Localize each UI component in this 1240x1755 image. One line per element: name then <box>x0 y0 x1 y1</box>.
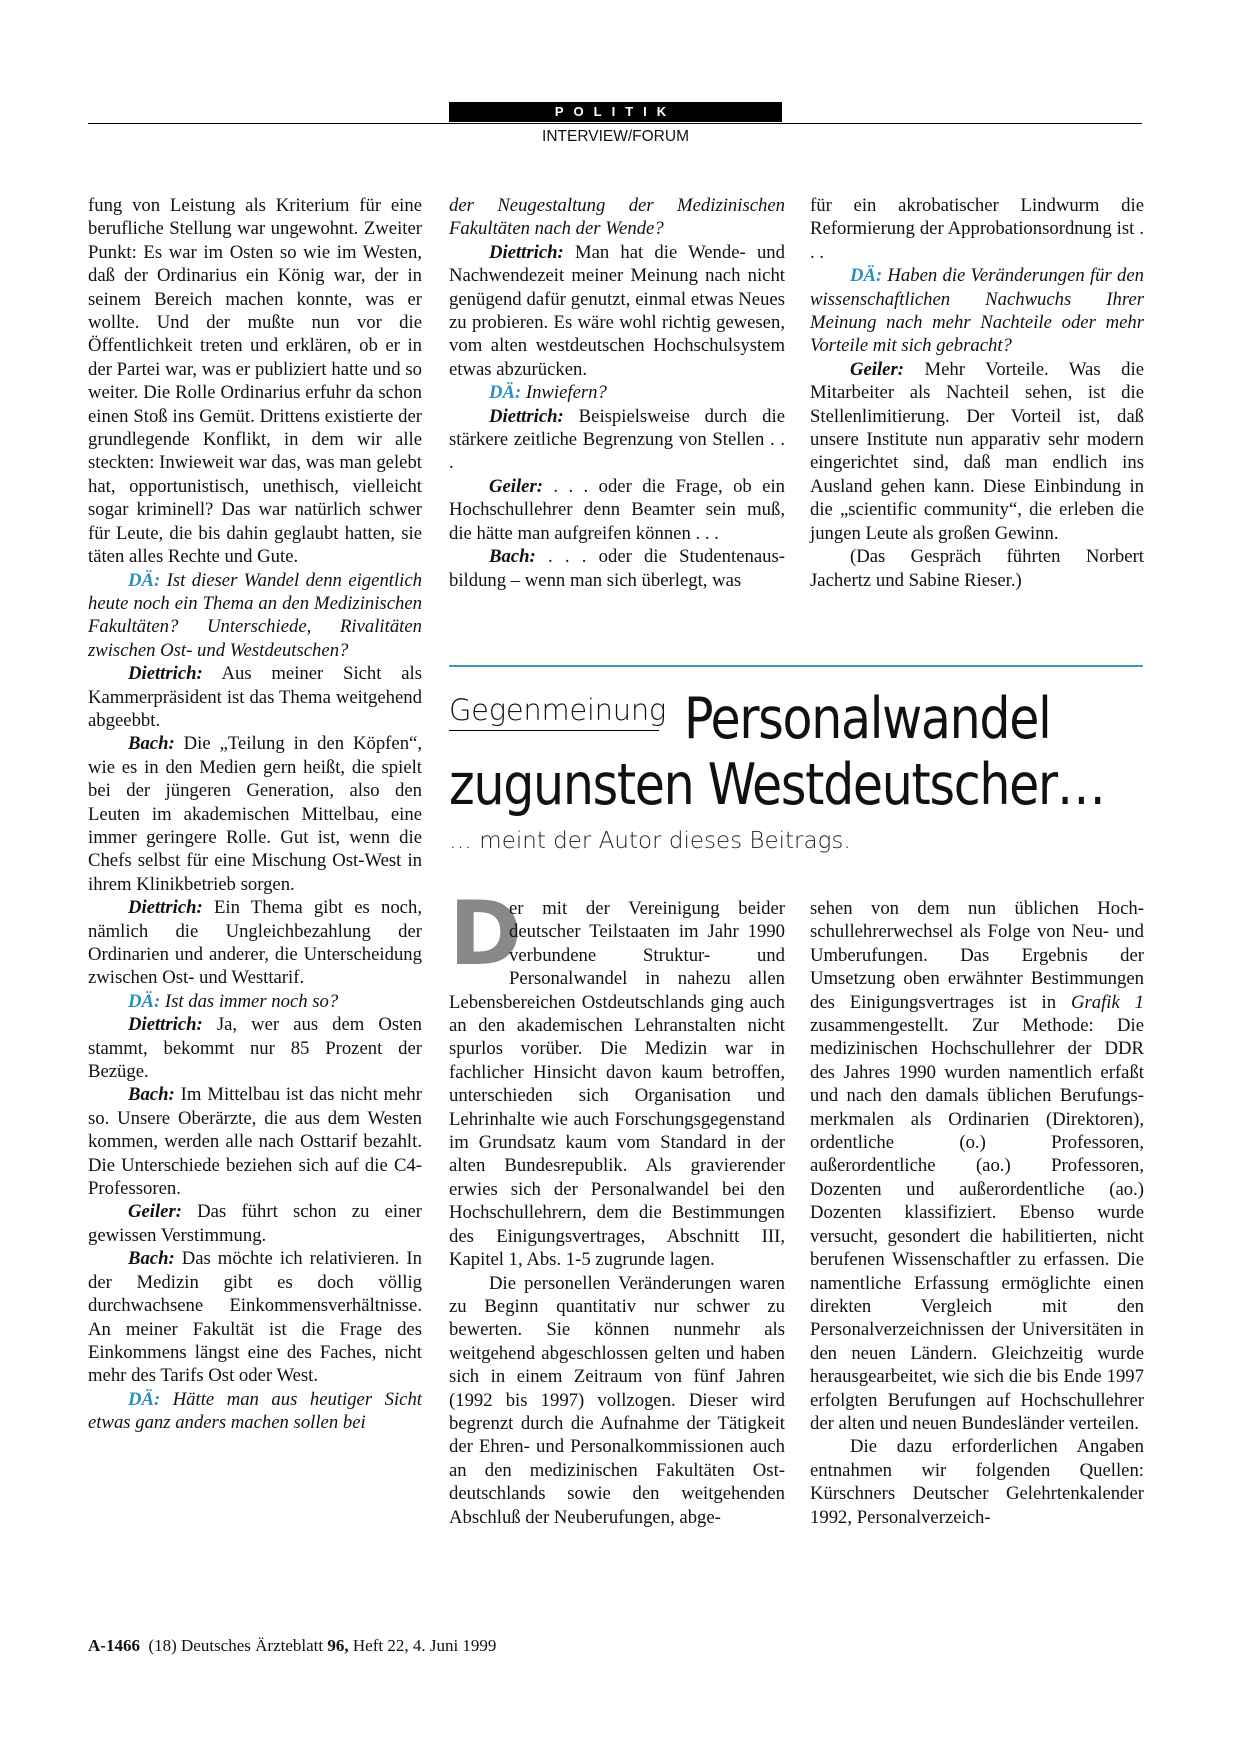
kicker-underline <box>449 730 659 731</box>
speaker: Geiler: <box>850 358 904 380</box>
issue-date: Heft 22, 4. Juni 1999 <box>348 1636 497 1655</box>
figure-reference: Grafik 1 <box>1070 991 1144 1013</box>
paragraph-text: sehen von dem nun üblichen Hochschullehrerwechsel als Folge von Neu- und Umberufungen. Das Ergebnis der Umsetzung oben erwähnter Bestimmungen des Einigungsvertrages ist in <box>810 898 1144 1013</box>
answer-text: Das möchte ich relativieren. In der Medizin gibt es doch völlig durchwachsene Einkommensverhältnisse. An meiner Fakultät ist die Frage des Einkommens längst eine des Faches, nicht mehr des Tarifs Ost oder West. <box>88 1248 422 1387</box>
article-column-1 <box>449 882 785 1529</box>
answer-text: Im Mittelbau ist das nicht mehr so. Unsere Oberärzte, die aus dem Westen kommen, werden alle nach Osttarif bezahlt. Die Unterschiede beziehen sich auf die C4-Professoren. <box>88 1084 422 1200</box>
question-continued: der Neugestaltung der Medizinischen Fakultäten nach der Wende? <box>449 195 785 240</box>
answer <box>449 405 785 475</box>
paragraph <box>810 897 1144 1435</box>
answer-text: Man hat die Wende- und Nachwendezeit meiner Meinung nach nicht genügend dafür genutzt, einmal etwas Neues zu probieren. Es wäre wohl richtig gewesen, vom alten westdeutschen Hochschulsystem etwas abzurücken. <box>449 241 785 380</box>
answer <box>88 1200 422 1247</box>
paragraph: Die personellen Veränderungen waren zu Beginn quantitativ nur schwer zu bewerten. Sie können nunmehr als weitgehend abgeschlossen gelten und haben sich in einem Zeitraum von fünf Jahren (1992 bis 1997) vollzogen. Dieser wird begrenzt durch die Aufnahme der Tätigkeit der Ehren- und Personalkommissionen auch an den medizinischen Fakultäten Ostdeutschlands sowie den weitgehenden Abschluß der Neuberufungen, abge- <box>449 1272 785 1528</box>
speaker: Diettrich: <box>128 897 203 919</box>
speaker: Bach: <box>128 1084 175 1106</box>
paragraph: Die dazu erforderlichen Angaben entnahmen wir folgenden Quellen: Kürschners Deutscher Gelehrtenkalender 1992, Personalverzeich- <box>810 1436 1144 1528</box>
question <box>449 381 785 404</box>
speaker: Diettrich: <box>128 663 203 685</box>
speaker: Bach: <box>489 546 536 568</box>
paragraph-text: zusammengestellt. Zur Methode: Die medizinischen Hochschullehrer der DDR des Jahres 1990 wurden namentlich erfaßt und nach den damals üblichen Berufungsmerkmalen als Ordinarien (Direktoren), ordentliche (o.) Professoren, außerordentliche (ao.) Professoren, Dozenten und außerordentliche (ao.) Dozenten klassifiziert. Ebenso wurde versucht, gesondert die habilitierten, nicht berufenen Wissenschaftler zu erfassen. Die namentliche Erfassung ermöglichte einen direkten Vergleich mit den Personalverzeichnissen der Universitäten in den neuen Ländern. Gleichzeitig wurde herausgearbeitet, wie sich die bis Ende 1997 erfolgten Berufungen auf Hochschullehrer der alten und neuen Bundesländer verteilen. <box>810 1015 1144 1434</box>
question <box>88 1388 422 1435</box>
interview-column-1 <box>88 194 422 1435</box>
answer <box>449 475 785 545</box>
answer-text: Ein Thema gibt es noch, nämlich die Ungleichbezahlung der Ordinarien und anderer, die Unterscheidung zwischen Ost- und Westtarif. <box>88 897 422 989</box>
headline-line-2: zugunsten Westdeutscher… <box>449 752 1105 818</box>
headline-line-1: Personalwandel <box>684 686 1051 752</box>
speaker-da: DÄ: <box>128 569 161 591</box>
answer-text: Beispielsweise durch die stärkere zeitliche Begrenzung von Stellen . . . <box>449 405 785 474</box>
answer <box>449 241 785 381</box>
speaker: Diettrich: <box>128 1014 203 1036</box>
speaker-da: DÄ: <box>489 382 522 404</box>
answer-text: Ja, wer aus dem Osten stammt, bekommt nur 85 Prozent der Bezüge. <box>88 1014 422 1083</box>
paragraph: fung von Leistung als Kriterium für eine berufliche Stellung war ungewohnt. Zweiter Punkt: Es war im Osten so wie im Westen, daß der Ordinarius ein König war, der in seinem Bereich machen konnte, was er wollte. Und der mußte nun vor die Öffentlichkeit treten und erklären, ob er in der Partei war, was er publiziert hatte und so weiter. Die Rolle Ordinarius erfuhr da schon einen Stoß ins Gemüt. Drittens existierte der grundlegende Konflikt, in dem wir alle steckten: Inwieweit war das, was man gelebt hat, opportunistisch, unethisch, vielleicht sogar kriminell? Das war natürlich schwer für Leute, die bis dahin geglaubt hatten, sie täten alles Rechte und Gute. <box>88 195 422 568</box>
speaker: Diettrich: <box>489 241 564 263</box>
volume: 96, <box>327 1636 349 1655</box>
answer-text: Mehr Vorteile. Was die Mitarbeiter als Nachteil sehen, ist die Stellenlimitierung. Der Vorteil ist, daß unsere Institute nun apparativ sehr modern eingerichtet sind, daß man endlich ins Ausland gehen kann. Diese Einbindung in die „scientific community“, die erleben die jungen Leute als großen Gewinn. <box>810 358 1144 544</box>
article-deck: … meint der Autor dieses Beitrags. <box>449 828 851 854</box>
answer-text: . . . oder die Frage, ob ein Hochschullehrer denn Beamter sein muß, die hätte man aufgreifen können . . . <box>449 475 785 544</box>
interview-column-3 <box>810 194 1144 592</box>
answer <box>88 662 422 732</box>
answer <box>810 358 1144 545</box>
speaker: Geiler: <box>128 1201 182 1223</box>
answer-text: Das führt schon zu einer gewissen Verstimmung. <box>88 1201 422 1246</box>
speaker: Geiler: <box>489 475 543 497</box>
question-text: Inwiefern? <box>521 382 607 404</box>
issue-info: (18) Deutsches Ärzteblatt <box>148 1636 328 1655</box>
interview-column-2 <box>449 194 785 592</box>
speaker-da: DÄ: <box>128 1388 161 1410</box>
question-text: Ist dieser Wandel denn eigentlich heute noch ein Thema an den Medizinischen Fakultäten? Unterschiede, Rivalitäten zwischen Ost- und Westdeutschen? <box>88 569 422 661</box>
question-text: Ist das immer noch so? <box>160 990 339 1012</box>
article-divider <box>449 665 1143 667</box>
answer <box>88 896 422 990</box>
answer-text: Die „Teilung in den Köpfen“, wie es in den Medien gern heißt, die spielt bei der jüngeren Generation, also den Leuten im akademischen Mittelbau, eine immer geringere Rolle. Gut ist, wenn die Chefs selbst für eine Mischung Ost-West in ihrem Klinikbetrieb sorgen. <box>88 733 422 895</box>
speaker-da: DÄ: <box>128 990 161 1012</box>
section-label: POLITIK <box>449 102 782 122</box>
answer <box>88 1083 422 1200</box>
header-rule <box>88 123 1142 124</box>
answer-text: . . . oder die Studentenausbildung – wenn man sich überlegt, was <box>449 546 785 591</box>
speaker-da: DÄ: <box>850 265 883 287</box>
article-column-2 <box>810 897 1144 1529</box>
subsection-label: INTERVIEW/FORUM <box>542 128 689 145</box>
speaker: Bach: <box>128 1248 175 1270</box>
paragraph: für ein akrobatischer Lindwurm die Reformierung der Approbationsordnung ist . . . <box>810 195 1144 263</box>
page-footer <box>88 1636 496 1656</box>
first-paragraph <box>449 882 785 1272</box>
question <box>810 264 1144 358</box>
paragraph-text: er mit der Vereinigung beider deutscher Teilstaaten im Jahr 1990 verbundene Struktur- und Personalwandel in nahezu allen Lebensbereichen Ostdeutschlands ging auch an den akademischen Lehranstalten nicht spurlos vorüber. Die Medizin war in fachlicher Hinsicht davon kaum betroffen, unterschieden sich Organisation und Lehrinhalte wie auch Forschungsgegenstand im Grundsatz kaum vom Standard in der alten Bundesrepublik. Als gravierender erwies sich der Personalwandel bei den Hochschullehrern, dem die Bestimmungen des Einigungsvertrages, Abschnitt III, Kapitel 1, Abs. 1-5 zugrunde lagen. <box>449 898 785 1271</box>
answer <box>449 545 785 592</box>
answer-text: Aus meiner Sicht als Kammerpräsident ist das Thema weitgehend abgeebbt. <box>88 663 422 731</box>
speaker: Diettrich: <box>489 405 564 427</box>
answer <box>88 732 422 896</box>
question-text: Hätte man aus heutiger Sicht etwas ganz anders machen sollen bei <box>88 1388 422 1434</box>
question <box>88 569 422 663</box>
article-kicker: Gegenmeinung <box>449 693 667 727</box>
speaker: Bach: <box>128 733 175 755</box>
answer <box>88 1247 422 1387</box>
question-text: Haben die Veränderungen für den wissenschaftlichen Nachwuchs Ihrer Meinung nach mehr Nachteile oder mehr Vorteile mit sich gebracht? <box>810 265 1144 357</box>
drop-cap: D <box>449 882 523 985</box>
answer <box>88 1013 422 1083</box>
interview-credit: (Das Gespräch führten Norbert Jachertz und Sabine Rieser.) <box>810 546 1144 591</box>
question <box>88 990 422 1013</box>
page-number: A-1466 <box>88 1636 140 1655</box>
